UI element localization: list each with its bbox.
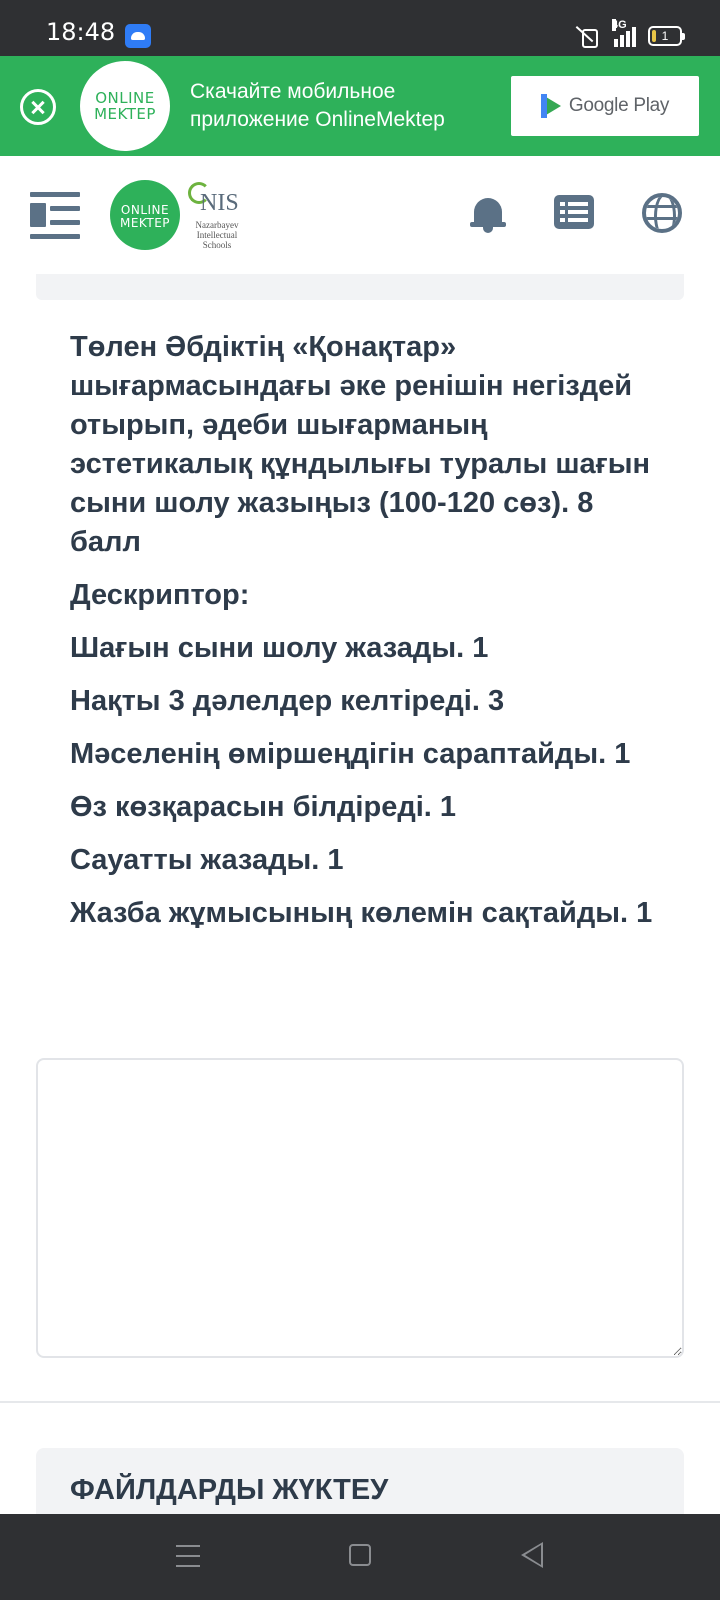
google-play-button[interactable]	[511, 76, 699, 136]
status-bar	[0, 0, 720, 56]
recent-apps-icon[interactable]	[176, 1545, 200, 1567]
navigation-bar	[0, 1514, 720, 1600]
nis-sub-line-2: Intellectual	[196, 230, 238, 240]
promo-text	[190, 78, 445, 134]
status-time: 18:48	[46, 18, 116, 46]
onlinemektep-logo[interactable]	[110, 180, 180, 250]
descriptor-item: Сауатты жазады. 1	[70, 844, 344, 876]
network-type: 4G	[612, 19, 627, 31]
upload-title: ФАЙЛДАРДЫ ЖҮКТЕУ	[70, 1474, 389, 1506]
close-icon[interactable]	[20, 89, 56, 125]
home-icon[interactable]	[349, 1544, 371, 1566]
descriptor-item: Мәселенің өміршеңдігін сараптайды. 1	[70, 738, 631, 770]
promo-text-line-2: приложение OnlineMektep	[190, 108, 445, 131]
list-icon[interactable]	[554, 195, 594, 229]
nis-sub-line-3: Schools	[202, 240, 232, 250]
nis-subtitle	[186, 220, 248, 250]
descriptor-item: Өз көзқарасын білдіреді. 1	[70, 791, 457, 823]
app-promo-banner	[0, 56, 720, 156]
answer-textarea[interactable]	[36, 1058, 684, 1358]
bell-icon[interactable]	[470, 194, 506, 234]
globe-icon[interactable]	[642, 193, 682, 233]
app-header	[0, 156, 720, 274]
logo-line-1: ONLINE	[120, 203, 170, 217]
battery-icon	[648, 26, 682, 46]
descriptor-item: Жазба жұмысының көлемін сақтайды. 1	[70, 897, 653, 929]
google-play-icon	[541, 94, 561, 118]
onlinemektep-logo	[80, 61, 170, 151]
previous-card-bottom	[36, 274, 684, 300]
nis-logo	[186, 182, 246, 252]
question-text: Төлен Әбдіктің «Қонақтар» шығармасындағы әке ренішін негіздей отырып, әдеби шығарманың эстетикалық құндылығы туралы шағын сыни шолу жазыңыз (100-120 сөз). 8 балл	[70, 331, 650, 558]
battery-text: 1	[661, 29, 669, 43]
logo-line-2: MEKTEP	[94, 105, 156, 123]
nis-title: NIS	[200, 190, 239, 216]
google-play-label: Google Play	[568, 95, 670, 116]
promo-text-line-1: Скачайте мобильное	[190, 80, 396, 103]
task-question	[70, 328, 660, 947]
descriptor-item: Нақты 3 дәлелдер келтіреді. 3	[70, 685, 505, 717]
nis-sub-line-1: Nazarbayev	[195, 220, 239, 230]
vibrate-icon	[574, 26, 602, 46]
logo-line-1: ONLINE	[95, 89, 155, 107]
menu-icon[interactable]	[30, 192, 80, 240]
logo-line-2: MEKTEP	[119, 216, 171, 230]
android-notification-icon	[125, 24, 151, 48]
signal-icon	[612, 19, 636, 47]
divider	[0, 1401, 720, 1403]
descriptor-title: Дескриптор:	[70, 579, 250, 611]
descriptor-item: Шағын сыни шолу жазады. 1	[70, 632, 489, 664]
back-icon[interactable]	[521, 1542, 543, 1568]
status-icons	[574, 19, 682, 50]
battery-level	[652, 30, 656, 42]
